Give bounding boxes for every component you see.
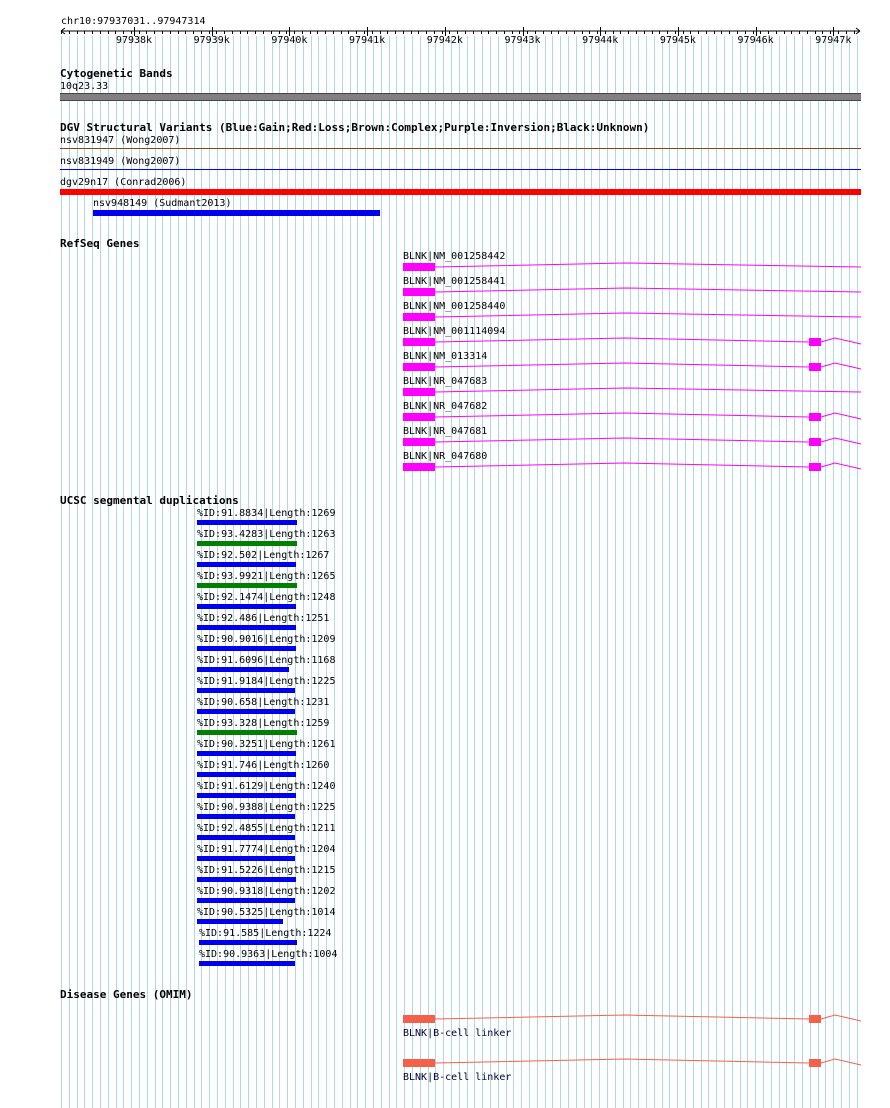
dgv-feature[interactable] [60, 169, 861, 170]
intron-line [435, 338, 861, 344]
segdup-label: %ID:91.6096|Length:1168 [197, 655, 336, 666]
ruler-tick-label: 97946k [737, 35, 774, 46]
segdup-feature[interactable] [197, 814, 295, 819]
segdup-feature[interactable] [199, 961, 295, 966]
refseq-gene-model[interactable] [0, 435, 890, 451]
segdup-feature[interactable] [197, 688, 295, 693]
cytoband-bar[interactable] [60, 93, 861, 101]
ruler-tick-label: 97947k [815, 35, 852, 46]
exon [403, 463, 435, 471]
omim-gene-model[interactable] [0, 1013, 890, 1027]
segdup-feature[interactable] [197, 583, 297, 588]
refseq-gene-label: BLNK|NR_047683 [403, 376, 488, 387]
segdup-label: %ID:91.5226|Length:1215 [197, 865, 336, 876]
segdup-label: %ID:90.5325|Length:1014 [197, 907, 336, 918]
segdup-label: %ID:91.9184|Length:1225 [197, 676, 336, 687]
segdup-feature[interactable] [197, 877, 296, 882]
intron-line [435, 313, 861, 317]
omim-gene-model[interactable] [0, 1057, 890, 1071]
intron-line [435, 438, 861, 444]
exon [403, 1059, 435, 1067]
segdup-label: %ID:90.9363|Length:1004 [199, 949, 338, 960]
segdup-label: %ID:91.8834|Length:1269 [197, 508, 336, 519]
segdup-label: %ID:92.4855|Length:1211 [197, 823, 336, 834]
exon [403, 288, 435, 296]
location-label: chr10:97937031..97947314 [61, 16, 206, 27]
exon [809, 1059, 821, 1067]
intron-line [435, 1015, 861, 1021]
omim-gene-label: BLNK|B-cell linker [403, 1028, 512, 1039]
exon [809, 438, 821, 446]
intron-line [435, 388, 861, 392]
segdup-feature[interactable] [197, 730, 297, 735]
refseq-gene-model[interactable] [0, 260, 890, 276]
refseq-gene-model[interactable] [0, 285, 890, 301]
segdup-feature[interactable] [197, 562, 296, 567]
refseq-gene-model[interactable] [0, 460, 890, 476]
segdup-label: %ID:93.4283|Length:1263 [197, 529, 336, 540]
segdup-feature[interactable] [197, 604, 296, 609]
exon [403, 388, 435, 396]
segdup-feature[interactable] [197, 625, 296, 630]
refseq-gene-label: BLNK|NM_001258440 [403, 301, 506, 312]
refseq-gene-model[interactable] [0, 310, 890, 326]
intron-line [435, 288, 861, 292]
refseq-gene-label: BLNK|NM_001258441 [403, 276, 506, 287]
segdup-feature[interactable] [197, 919, 283, 924]
ruler-tick-label: 97943k [504, 35, 541, 46]
track-title-cytoband: Cytogenetic Bands [60, 67, 173, 80]
cytoband-label: 10q23.33 [60, 81, 109, 92]
exon [809, 463, 821, 471]
segdup-feature[interactable] [199, 940, 297, 945]
refseq-gene-label: BLNK|NR_047680 [403, 451, 488, 462]
refseq-gene-model[interactable] [0, 335, 890, 351]
segdup-feature[interactable] [197, 709, 295, 714]
segdup-label: %ID:91.6129|Length:1240 [197, 781, 336, 792]
segdup-feature[interactable] [197, 793, 296, 798]
segdup-label: %ID:92.1474|Length:1248 [197, 592, 336, 603]
ruler-tick-label: 97942k [426, 35, 463, 46]
dgv-label: dgv29n17 (Conrad2006) [60, 177, 187, 188]
track-title-segdup: UCSC segmental duplications [60, 494, 239, 507]
segdup-label: %ID:92.502|Length:1267 [197, 550, 330, 561]
ruler-tick-label: 97938k [115, 35, 153, 46]
dgv-label: nsv948149 (Sudmant2013) [93, 198, 232, 209]
segdup-feature[interactable] [197, 646, 296, 651]
exon [403, 263, 435, 271]
segdup-label: %ID:93.9921|Length:1265 [197, 571, 336, 582]
refseq-gene-label: BLNK|NM_013314 [403, 351, 488, 362]
segdup-label: %ID:90.658|Length:1231 [197, 697, 330, 708]
track-title-omim: Disease Genes (OMIM) [60, 988, 193, 1001]
intron-line [435, 263, 861, 267]
exon [809, 1015, 821, 1023]
dgv-feature[interactable] [60, 189, 861, 195]
refseq-gene-label: BLNK|NR_047682 [403, 401, 488, 412]
ruler-tick-label: 97939k [193, 35, 230, 46]
dgv-feature[interactable] [93, 210, 380, 216]
segdup-feature[interactable] [197, 520, 297, 525]
dgv-feature[interactable] [60, 148, 861, 149]
intron-line [435, 463, 861, 469]
segdup-label: %ID:93.328|Length:1259 [197, 718, 330, 729]
segdup-label: %ID:91.746|Length:1260 [197, 760, 330, 771]
refseq-gene-label: BLNK|NM_001114094 [403, 326, 506, 337]
exon [403, 413, 435, 421]
exon [403, 363, 435, 371]
omim-gene-label: BLNK|B-cell linker [403, 1072, 512, 1083]
exon [809, 338, 821, 346]
dgv-label: nsv831949 (Wong2007) [60, 156, 181, 167]
ruler-tick-label: 97940k [271, 35, 308, 46]
segdup-label: %ID:90.9318|Length:1202 [197, 886, 336, 897]
refseq-gene-model[interactable] [0, 360, 890, 376]
track-title-dgv: DGV Structural Variants (Blue:Gain;Red:Loss;Brown:Complex;Purple:Inversion;Black:Unknown) [60, 121, 650, 134]
exon [403, 313, 435, 321]
exon [809, 363, 821, 371]
refseq-gene-model[interactable] [0, 410, 890, 426]
segdup-label: %ID:90.9388|Length:1225 [197, 802, 336, 813]
refseq-gene-label: BLNK|NM_001258442 [403, 251, 506, 262]
refseq-gene-label: BLNK|NR_047681 [403, 426, 488, 437]
segdup-feature[interactable] [197, 751, 296, 756]
segdup-feature[interactable] [197, 835, 295, 840]
segdup-label: %ID:91.585|Length:1224 [199, 928, 332, 939]
segdup-feature[interactable] [197, 667, 289, 672]
ruler-tick-label: 97945k [659, 35, 696, 46]
exon [809, 413, 821, 421]
track-title-refseq: RefSeq Genes [60, 237, 140, 250]
segdup-label: %ID:92.486|Length:1251 [197, 613, 330, 624]
intron-line [435, 363, 861, 369]
dgv-label: nsv831947 (Wong2007) [60, 135, 181, 146]
intron-line [435, 1059, 861, 1065]
segdup-label: %ID:91.7774|Length:1204 [197, 844, 336, 855]
segdup-feature[interactable] [197, 856, 295, 861]
exon [403, 438, 435, 446]
segdup-label: %ID:90.3251|Length:1261 [197, 739, 336, 750]
exon [403, 1015, 435, 1023]
intron-line [435, 413, 861, 419]
ruler-tick-label: 97941k [349, 35, 386, 46]
segdup-feature[interactable] [197, 898, 295, 903]
segdup-feature[interactable] [197, 541, 297, 546]
ruler-tick-label: 97944k [582, 35, 619, 46]
segdup-feature[interactable] [197, 772, 296, 777]
segdup-label: %ID:90.9016|Length:1209 [197, 634, 336, 645]
exon [403, 338, 435, 346]
refseq-gene-model[interactable] [0, 385, 890, 401]
